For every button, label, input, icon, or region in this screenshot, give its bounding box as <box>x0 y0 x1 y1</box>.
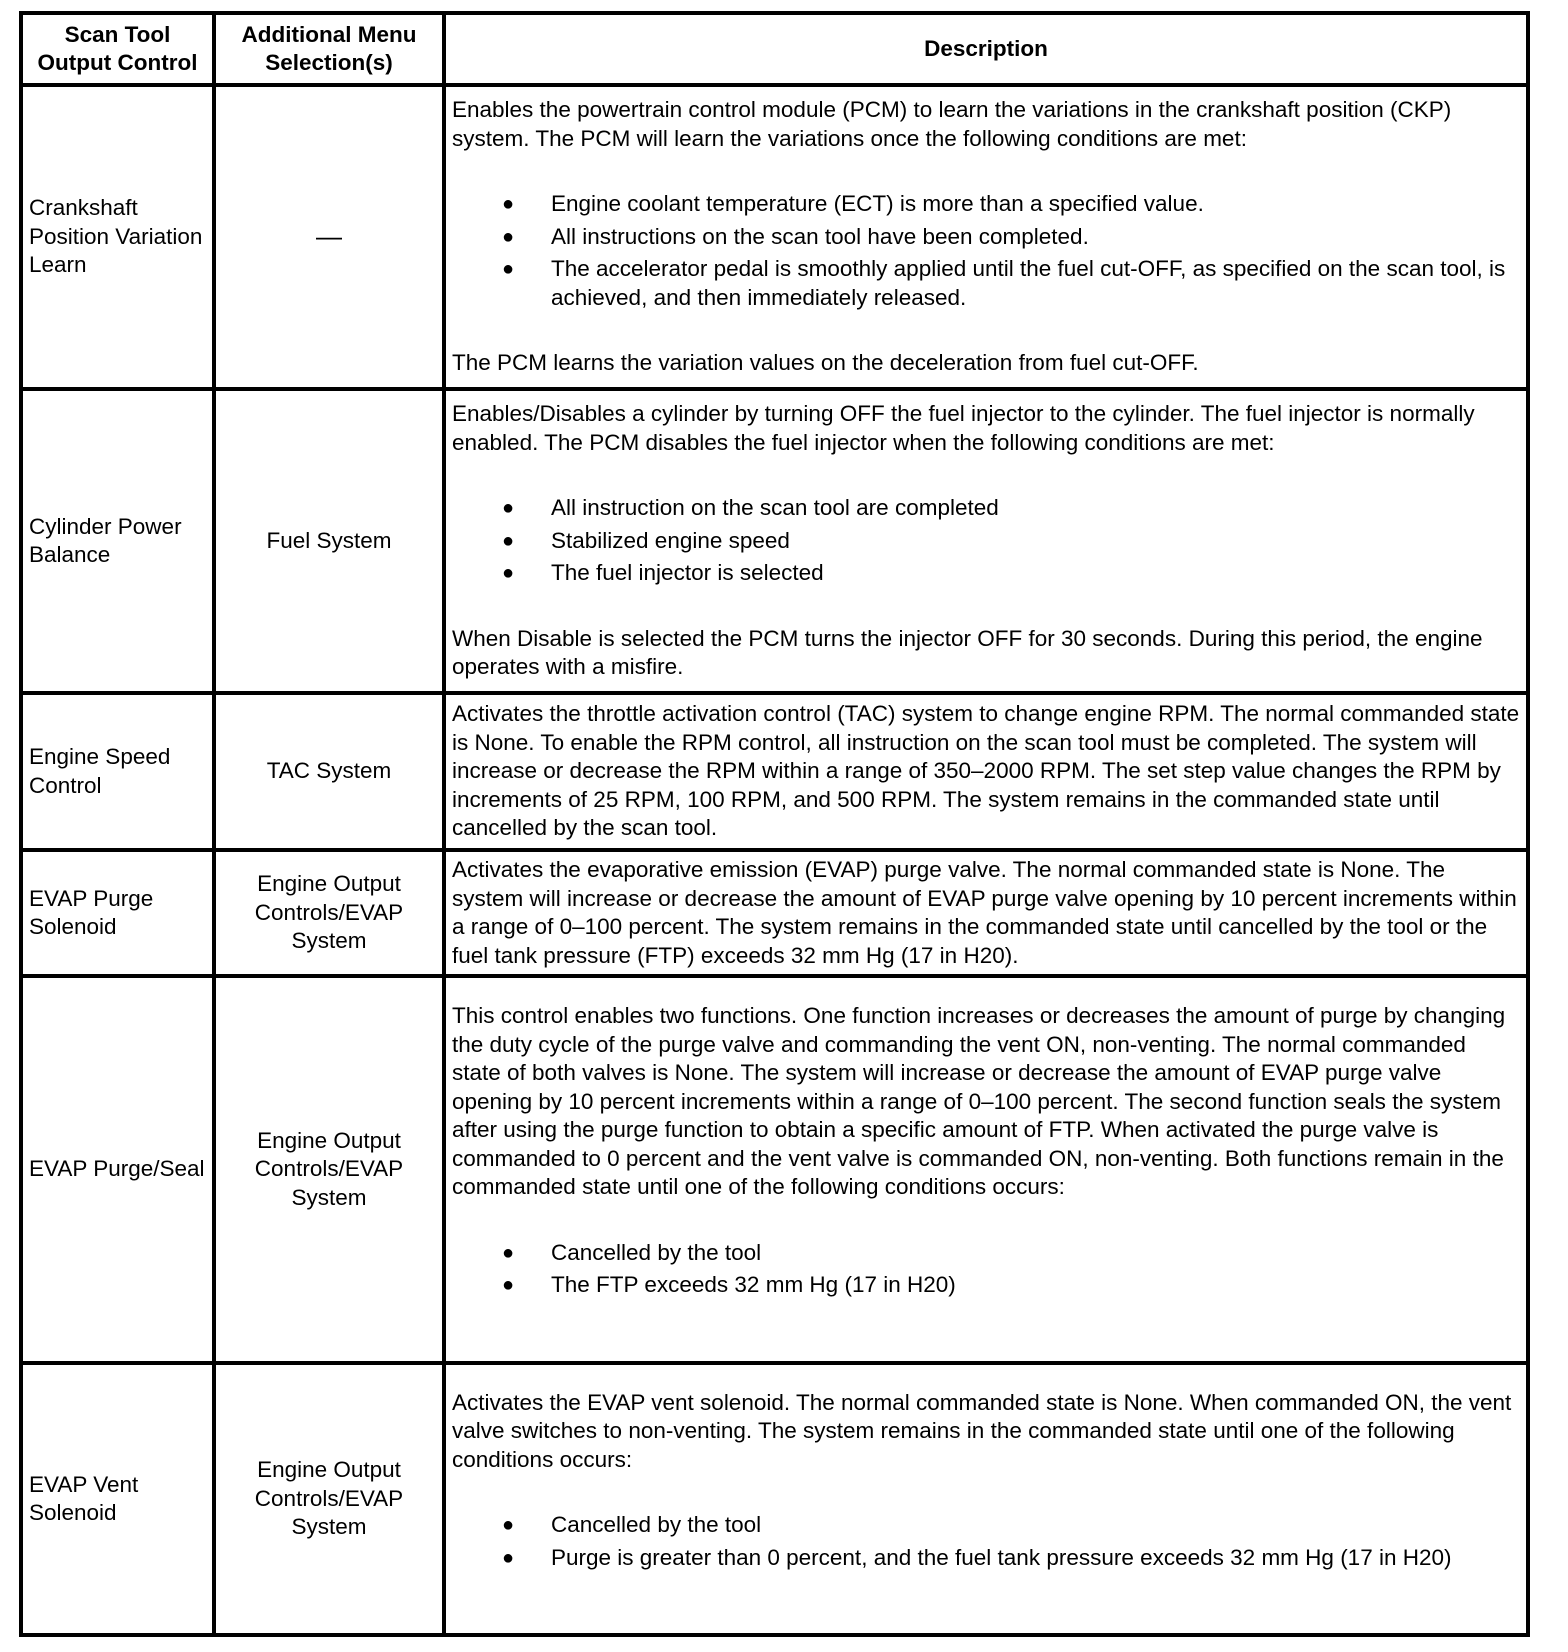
list-item: ● Engine coolant temperature (ECT) is more than a specified value. <box>452 190 1520 219</box>
list-item: ● Cancelled by the tool <box>452 1511 1520 1540</box>
row-name: Engine Speed Control <box>21 693 214 850</box>
list-item: ● The FTP exceeds 32 mm Hg (17 in H20) <box>452 1271 1520 1300</box>
table-row <box>21 389 1528 693</box>
bullet-icon: ● <box>502 225 515 248</box>
row-description <box>444 693 1528 850</box>
table-row <box>21 976 1528 1363</box>
row-menu-selection: Engine Output Controls/EVAP System <box>214 850 444 976</box>
description-paragraph: Activates the EVAP vent solenoid. The normal commanded state is None. When commanded ON, the vent valve switches to non-venting. The system remains in the commanded state until one of the following conditions occurs: <box>452 1389 1512 1472</box>
description-paragraph: Enables the powertrain control module (PCM) to learn the variations in the crankshaft position (CKP) system. The PCM will learn the variations once the following conditions are met: <box>452 97 1452 151</box>
row-name: EVAP Purge/Seal <box>21 976 214 1363</box>
list-item: ● Purge is greater than 0 percent, and the fuel tank pressure exceeds 32 mm Hg (17 in H20) <box>452 1544 1520 1573</box>
table-row <box>21 1363 1528 1635</box>
row-description <box>444 976 1528 1363</box>
row-name: EVAP Purge Solenoid <box>21 850 214 976</box>
row-name: Cylinder Power Balance <box>21 389 214 693</box>
table-row <box>21 850 1528 976</box>
row-description <box>444 389 1528 693</box>
table-header-row <box>21 13 1528 85</box>
bullet-icon: ● <box>502 1241 515 1264</box>
conditions-list <box>452 494 1520 588</box>
row-menu-selection <box>214 85 444 389</box>
row-description <box>444 85 1528 389</box>
list-item: ● The accelerator pedal is smoothly applied until the fuel cut-OFF, as specified on the scan tool, is achieved, and then immediately released. <box>502 256 1506 310</box>
bullet-icon: ● <box>502 193 515 216</box>
row-description <box>444 850 1528 976</box>
row-menu-selection: Engine Output Controls/EVAP System <box>214 1363 444 1635</box>
row-name: EVAP Vent Solenoid <box>21 1363 214 1635</box>
description-paragraph: When Disable is selected the PCM turns the injector OFF for 30 seconds. During this period, the engine operates with a misfire. <box>452 625 1483 680</box>
bullet-icon: ● <box>502 497 515 520</box>
empty-dash: — <box>316 220 342 251</box>
output-controls-table <box>19 11 1530 1637</box>
bullet-icon: ● <box>502 1274 515 1297</box>
list-item: ● All instruction on the scan tool are completed <box>452 494 1520 523</box>
bullet-icon: ● <box>502 529 515 552</box>
header-scan-tool-output-control: Scan Tool Output Control <box>21 13 214 85</box>
conditions-list <box>452 1511 1520 1572</box>
description-paragraph: This control enables two functions. One function increases or decreases the amount of purge by changing the duty cycle of the purge valve and commanding the vent ON, non-venting. The normal commanded state of both valves is None. The system will increase or decrease the amount of EVAP purge valve opening by 10 percent increments within a range of 0–100 percent. The second function seals the system after using the purge function to obtain a specific amount of FTP. When activated the purge valve is commanded to 0 percent and the vent valve is commanded ON, non-venting. Both functions remain in the commanded state until one of the following conditions occurs: <box>452 1003 1506 1200</box>
bullet-icon: ● <box>502 1546 515 1569</box>
bullet-icon: ● <box>502 258 515 281</box>
conditions-list <box>452 190 1520 312</box>
description-paragraph: Activates the throttle activation control (TAC) system to change engine RPM. The normal commanded state is None. To enable the RPM control, all instruction on the scan tool must be completed. The system will increase or decrease the RPM within a range of 350–2000 RPM. The set step value changes the RPM by increments of 25 RPM, 100 RPM, and 500 RPM. The system remains in the commanded state until cancelled by the scan tool. <box>452 701 1520 841</box>
list-item: ● Cancelled by the tool <box>452 1239 1520 1268</box>
list-item: ● The fuel injector is selected <box>452 559 1520 588</box>
table-row <box>21 693 1528 850</box>
row-name: Crankshaft Position Variation Learn <box>21 85 214 389</box>
description-paragraph: Enables/Disables a cylinder by turning OFF the fuel injector to the cylinder. The fuel injector is normally enabled. The PCM disables the fuel injector when the following conditions are met: <box>452 401 1475 455</box>
conditions-list <box>452 1239 1520 1300</box>
bullet-icon: ● <box>502 1514 515 1537</box>
table-row <box>21 85 1528 389</box>
description-paragraph: The PCM learns the variation values on the deceleration from fuel cut-OFF. <box>452 350 1199 376</box>
header-description: Description <box>444 13 1528 85</box>
description-paragraph: Activates the evaporative emission (EVAP) purge valve. The normal commanded state is None. The system will increase or decrease the amount of EVAP purge valve opening by 10 percent increments within a range of 0–100 percent. The system remains in the commanded state until cancelled by the tool or the fuel tank pressure (FTP) exceeds 32 mm Hg (17 in H20). <box>452 857 1517 968</box>
header-additional-menu-selections: Additional Menu Selection(s) <box>214 13 444 85</box>
row-menu-selection: Fuel System <box>214 389 444 693</box>
row-menu-selection: Engine Output Controls/EVAP System <box>214 976 444 1363</box>
bullet-icon: ● <box>502 562 515 585</box>
row-description <box>444 1363 1528 1635</box>
row-menu-selection: TAC System <box>214 693 444 850</box>
list-item: ● Stabilized engine speed <box>452 527 1520 556</box>
list-item: ● All instructions on the scan tool have been completed. <box>452 223 1520 252</box>
